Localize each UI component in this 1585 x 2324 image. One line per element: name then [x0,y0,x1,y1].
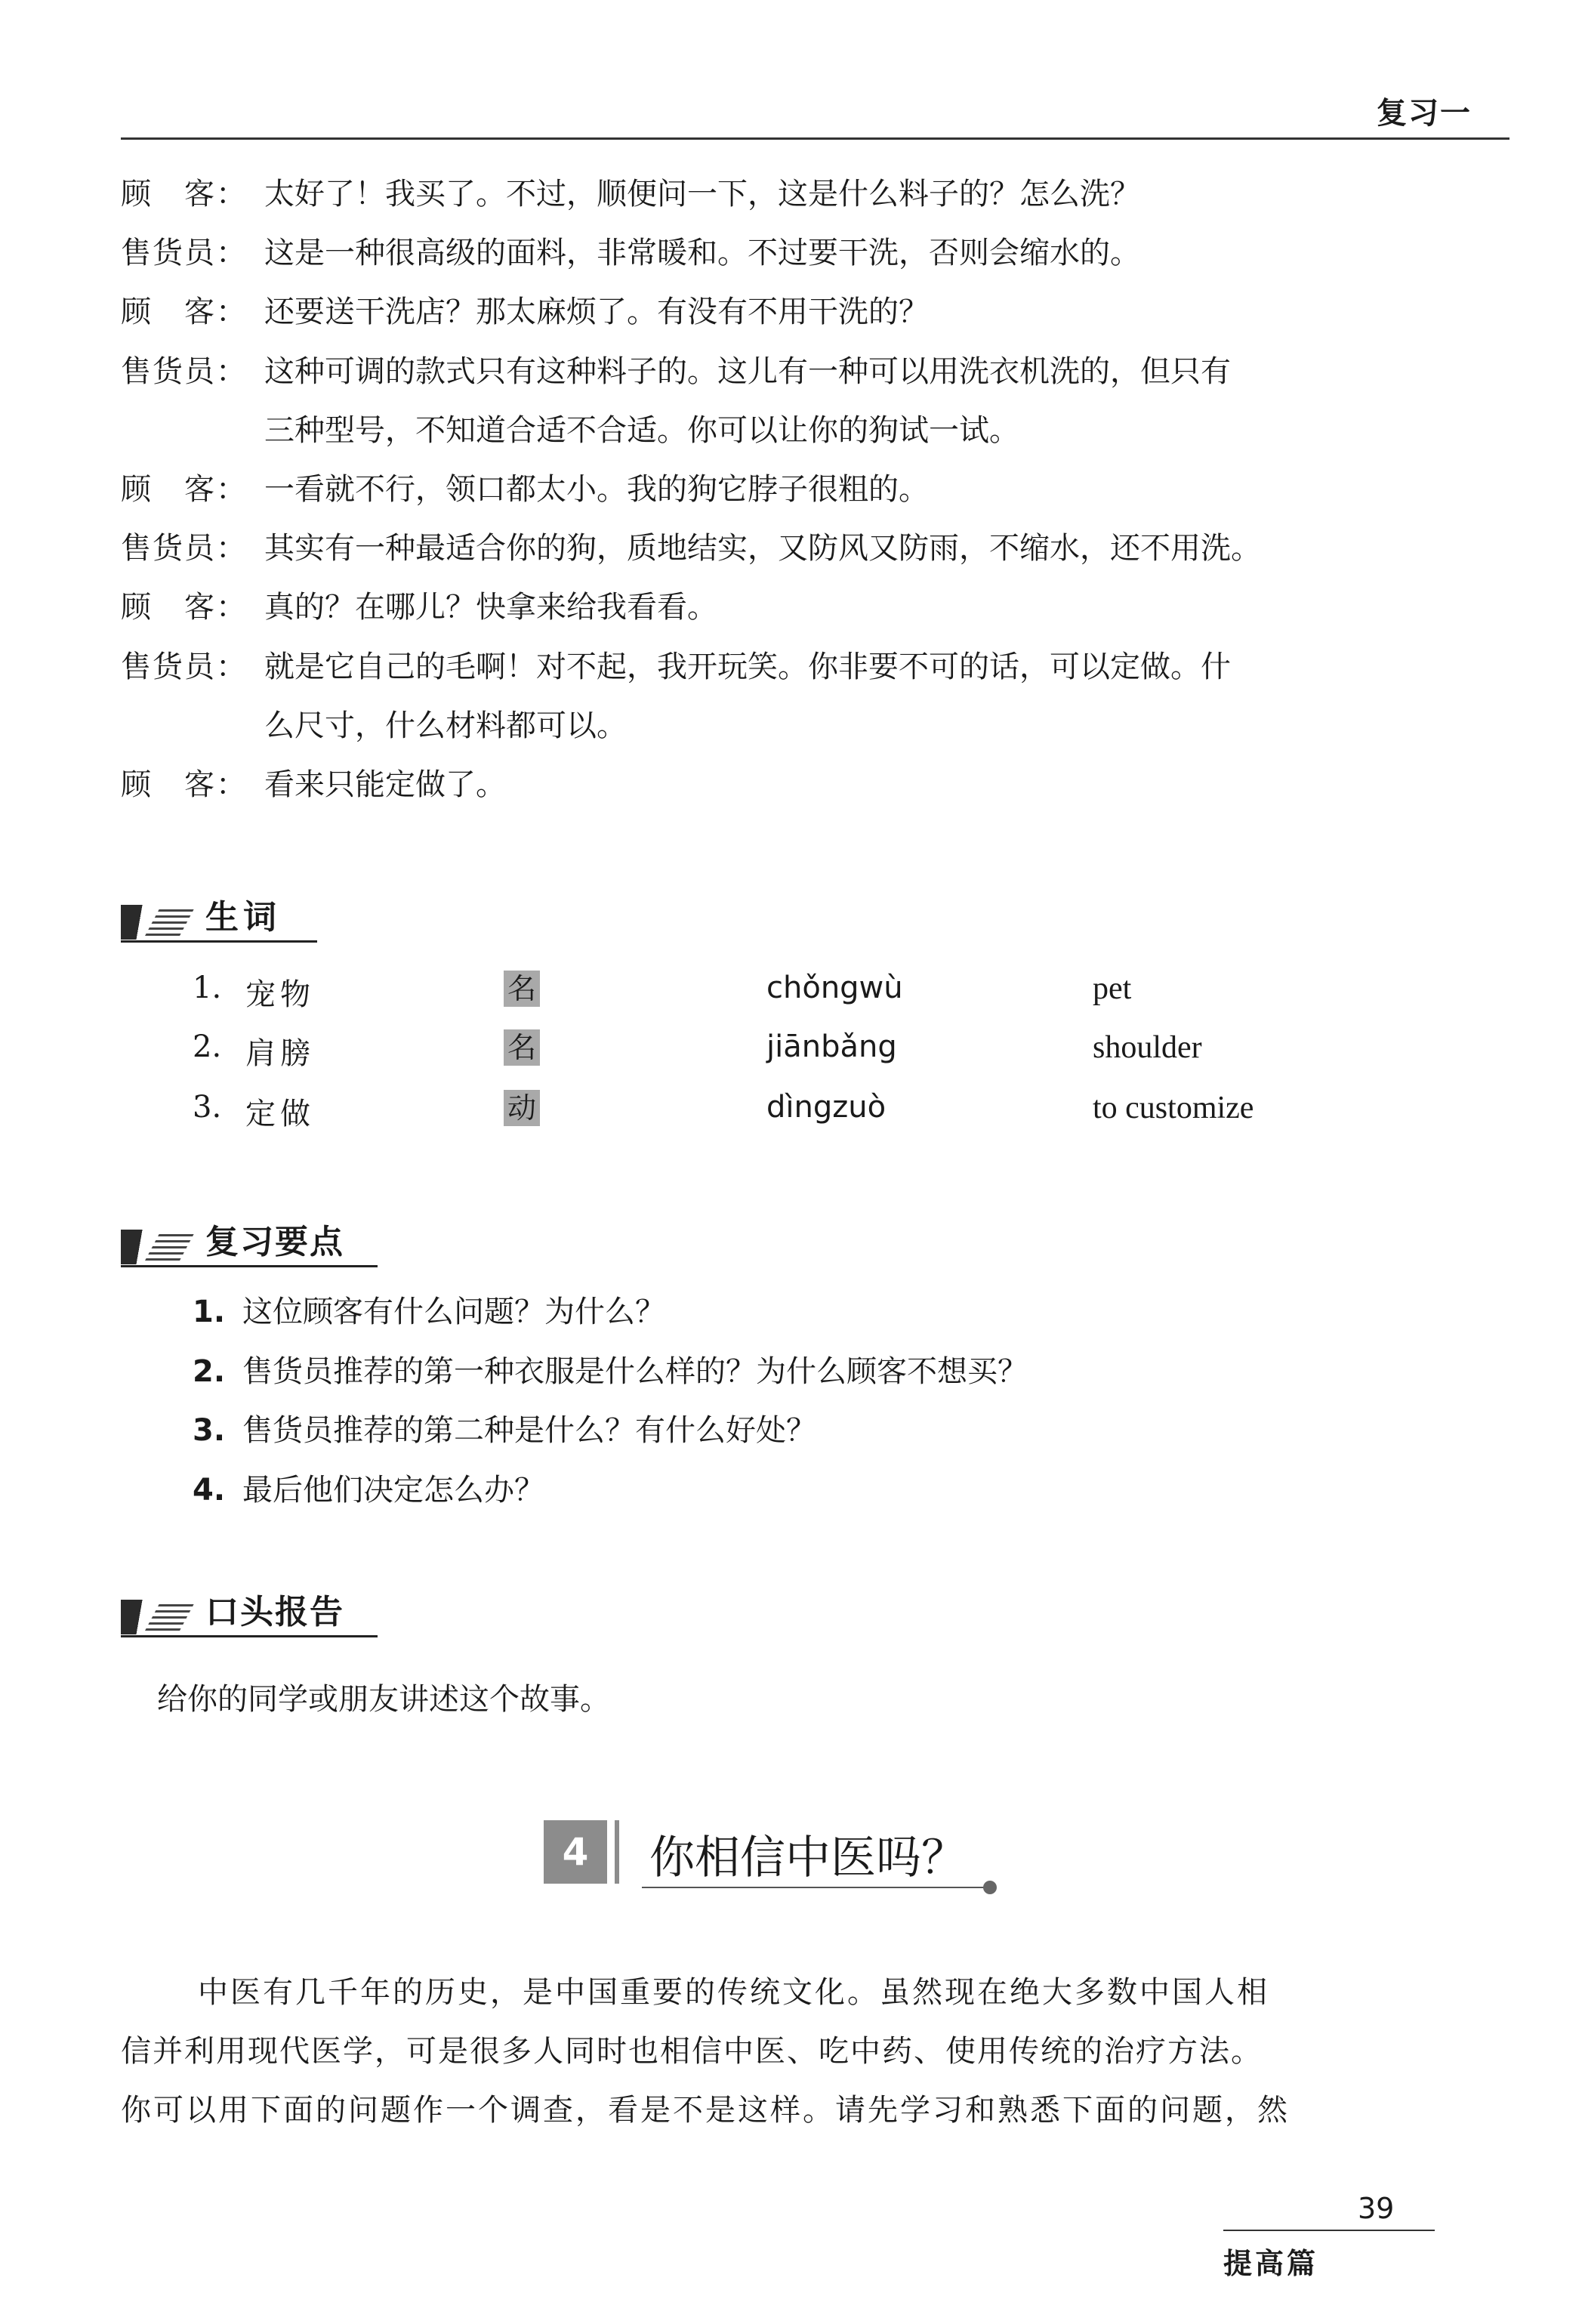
section-title: 口头报告 [205,1593,344,1631]
section-rule [121,1635,378,1637]
speaker-label: 顾 客： [121,767,248,802]
section-title: 复习要点 [205,1223,344,1261]
dialogue-text: 真的？在哪儿？快拿来给我看看。 [264,590,717,625]
review-question [193,1406,816,1449]
lesson-heading [544,1811,1012,1894]
dialogue-line [121,766,1480,804]
dialogue-text: 看来只能定做了。 [264,767,506,802]
speaker-label: 顾 客： [121,295,248,329]
vocab-word: 定做 [245,1097,315,1131]
header-rule [121,137,1509,140]
lesson-separator [615,1820,619,1884]
footer-rule [1223,2230,1435,2231]
book-title: 提高篇 [1223,2246,1319,2280]
dialogue-text: 就是它自己的毛啊！对不起，我开玩笑。你非要不可的话，可以定做。什 [264,650,1231,684]
dialogue-line [121,234,1480,272]
section-header-review [121,1222,381,1267]
oral-report-instruction: 给你的同学或朋友讲述这个故事。 [157,1682,610,1717]
lesson-underline [642,1887,988,1888]
section-rule [121,1265,378,1267]
vocab-number: 2. [193,1029,222,1064]
dialogue-continuation: 么尺寸，什么材料都可以。 [264,708,627,743]
vocab-word: 宠物 [245,977,315,1012]
speaker-label: 售货员： [121,354,248,389]
page-number: 39 [1358,2192,1395,2225]
vocab-row [193,971,1401,1013]
vocab-english: to customize [1093,1091,1254,1125]
question-number: 3. [193,1413,226,1448]
section-rule [121,940,317,943]
speaker-label: 售货员： [121,531,248,566]
dialogue-text: 这种可调的款式只有这种料子的。这儿有一种可以用洗衣机洗的，但只有 [264,354,1231,389]
dialogue-text: 一看就不行，领口都太小。我的狗它脖子很粗的。 [264,472,929,507]
vocab-number: 3. [193,1090,222,1125]
part-of-speech-badge: 名 [504,971,540,1007]
vocab-row [193,1090,1401,1132]
review-question [193,1466,544,1509]
dialogue-text: 其实有一种最适合你的狗，质地结实，又防风又防雨，不缩水，还不用洗。 [264,531,1261,566]
vocab-pinyin: chǒngwù [766,971,903,1005]
vocab-word: 肩膀 [245,1036,315,1071]
paragraph-line: 中医有几千年的历史，是中国重要的传统文化。虽然现在绝大多数中国人相 [198,1975,1269,2010]
question-text: 这位顾客有什么问题？为什么？ [242,1295,665,1329]
review-question [193,1288,665,1331]
dialogue-text: 还要送干洗店？那太麻烦了。有没有不用干洗的？ [264,295,929,329]
section-header-oral-report [121,1592,381,1637]
question-text: 售货员推荐的第二种是什么？有什么好处？ [242,1413,816,1448]
speaker-label: 顾 客： [121,472,248,507]
question-text: 售货员推荐的第一种衣服是什么样的？为什么顾客不想买？ [242,1354,1028,1389]
dialogue-line [121,353,1480,390]
dialogue-line [121,471,1480,508]
speaker-label: 顾 客： [121,590,248,625]
chapter-title: 复习一 [1377,96,1472,131]
vocab-pinyin: dìngzuò [766,1090,887,1125]
vocab-english: shoulder [1093,1030,1202,1065]
dialogue-continuation: 三种型号，不知道合适不合适。你可以让你的狗试一试。 [264,413,1019,448]
part-of-speech-badge: 名 [504,1029,540,1066]
vocab-english: pet [1093,971,1132,1006]
vocab-number: 1. [193,971,222,1005]
question-number: 2. [193,1354,226,1389]
speaker-label: 顾 客： [121,177,248,211]
part-of-speech-badge: 动 [504,1090,540,1126]
speaker-label: 售货员： [121,236,248,270]
lesson-dot-icon [983,1881,997,1894]
dialogue-line [121,293,1480,331]
dialogue-line [121,175,1480,213]
vocab-row [193,1029,1401,1072]
review-question [193,1347,1028,1390]
section-title: 生词 [205,898,281,937]
paragraph-line: 信并利用现代医学，可是很多人同时也相信中医、吃中药、使用传统的治疗方法。 [121,2034,1263,2069]
dialogue-line [121,588,1480,626]
question-number: 4. [193,1473,226,1508]
dialogue-line [121,648,1480,686]
paragraph-line: 你可以用下面的问题作一个调查，看是不是这样。请先学习和熟悉下面的问题，然 [121,2093,1290,2128]
vocab-pinyin: jiānbǎng [766,1029,897,1064]
lesson-title: 你相信中医吗？ [649,1832,967,1884]
dialogue-line [121,529,1480,567]
question-text: 最后他们决定怎么办？ [242,1473,544,1508]
lesson-number: 4 [544,1820,607,1884]
speaker-label: 售货员： [121,650,248,684]
dialogue-text: 太好了！我买了。不过，顺便问一下，这是什么料子的？怎么洗？ [264,177,1140,211]
dialogue-text: 这是一种很高级的面料，非常暖和。不过要干洗，否则会缩水的。 [264,236,1140,270]
question-number: 1. [193,1295,226,1329]
section-header-vocab [121,897,325,943]
